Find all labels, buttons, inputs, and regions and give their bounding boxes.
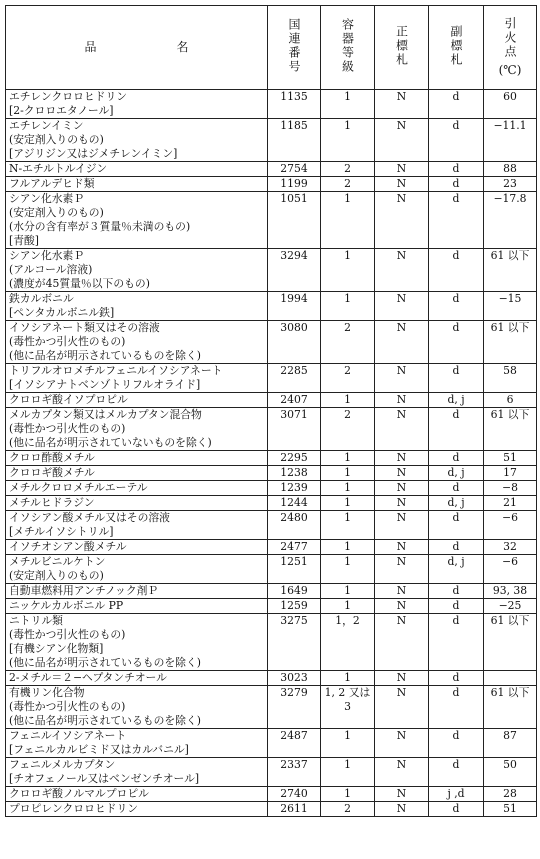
cell-secondary-label: d — [429, 162, 484, 177]
cell-un-number: 2337 — [268, 758, 321, 787]
cell-primary-label: N — [375, 192, 429, 249]
name-line: (毒性かつ引火性のもの) — [9, 335, 126, 348]
name-line: N-エチルトルイジン — [9, 162, 108, 175]
header-primary-label-label: 正標札 — [394, 24, 409, 67]
cell-secondary-label: d — [429, 192, 484, 249]
cell-un-number: 2477 — [268, 540, 321, 555]
cell-secondary-label: d — [429, 614, 484, 671]
name-line: トリフルオロメチルフェニルイソシアネート — [9, 364, 223, 377]
name-line: [2-クロロエタノール] — [9, 104, 114, 117]
cell-primary-label: N — [375, 584, 429, 599]
cell-un-number: 1238 — [268, 466, 321, 481]
cell-flash-point: −8 — [484, 481, 537, 496]
table-row — [6, 787, 537, 802]
cell-primary-label: N — [375, 451, 429, 466]
cell-flash-point: 6 — [484, 393, 537, 408]
cell-packing-grade: 1 — [321, 584, 375, 599]
cell-secondary-label: d — [429, 540, 484, 555]
cell-secondary-label: d — [429, 119, 484, 162]
cell-primary-label: N — [375, 787, 429, 802]
cell-primary-label: N — [375, 408, 429, 451]
cell-primary-label: N — [375, 671, 429, 686]
cell-packing-grade: 1 — [321, 119, 375, 162]
cell-un-number: 2407 — [268, 393, 321, 408]
cell-primary-label: N — [375, 555, 429, 584]
cell-un-number: 2611 — [268, 802, 321, 817]
cell-secondary-label: d, j — [429, 496, 484, 511]
name-line: (安定剤入りのもの) — [9, 206, 104, 219]
cell-flash-point: 61 以下 — [484, 249, 537, 292]
cell-secondary-label: d — [429, 90, 484, 119]
cell-primary-label: N — [375, 758, 429, 787]
cell-packing-grade: 1, 2 又は 3 — [321, 686, 375, 729]
cell-packing-grade: 1 — [321, 787, 375, 802]
table-row — [6, 192, 537, 249]
name-line: (毒性かつ引火性のもの) — [9, 422, 126, 435]
name-line: クロロギ酸ノルマルプロピル — [9, 787, 149, 800]
table-row — [6, 729, 537, 758]
cell-name — [6, 162, 268, 177]
cell-name — [6, 364, 268, 393]
cell-flash-point: 58 — [484, 364, 537, 393]
cell-un-number: 3275 — [268, 614, 321, 671]
cell-name — [6, 119, 268, 162]
cell-packing-grade: 1 — [321, 90, 375, 119]
table-row — [6, 758, 537, 787]
name-line: プロピレンクロロヒドリン — [9, 802, 139, 815]
cell-packing-grade: 2 — [321, 162, 375, 177]
cell-packing-grade: 1 — [321, 481, 375, 496]
cell-flash-point: −15 — [484, 292, 537, 321]
table-row — [6, 466, 537, 481]
cell-flash-point: 50 — [484, 758, 537, 787]
table-row — [6, 614, 537, 671]
header-un-number-label: 国連番号 — [287, 17, 301, 74]
cell-name — [6, 393, 268, 408]
cell-packing-grade: 1 — [321, 729, 375, 758]
cell-secondary-label: d — [429, 584, 484, 599]
cell-packing-grade: 1，2 — [321, 614, 375, 671]
cell-packing-grade: 2 — [321, 408, 375, 451]
name-line: [フェニルカルビミド又はカルバニル] — [9, 743, 189, 756]
cell-un-number: 3279 — [268, 686, 321, 729]
cell-secondary-label: d, j — [429, 555, 484, 584]
name-line: ニッケルカルボニル PP — [9, 599, 124, 612]
cell-un-number: 2754 — [268, 162, 321, 177]
name-line: [ペンタカルボニル鉄] — [9, 306, 115, 319]
cell-secondary-label: d — [429, 758, 484, 787]
table-row — [6, 555, 537, 584]
cell-flash-point: −25 — [484, 599, 537, 614]
cell-primary-label: N — [375, 686, 429, 729]
cell-un-number: 1649 — [268, 584, 321, 599]
cell-primary-label: N — [375, 729, 429, 758]
cell-un-number: 1244 — [268, 496, 321, 511]
cell-name — [6, 192, 268, 249]
table-row — [6, 90, 537, 119]
header-flash-point — [484, 6, 537, 90]
cell-un-number: 1251 — [268, 555, 321, 584]
cell-secondary-label: d — [429, 511, 484, 540]
cell-flash-point: 23 — [484, 177, 537, 192]
cell-name — [6, 584, 268, 599]
cell-name — [6, 481, 268, 496]
table-row — [6, 511, 537, 540]
cell-name — [6, 511, 268, 540]
cell-name — [6, 408, 268, 451]
cell-secondary-label: d — [429, 802, 484, 817]
cell-name — [6, 466, 268, 481]
cell-primary-label: N — [375, 540, 429, 555]
table-row — [6, 321, 537, 364]
header-packing-grade — [321, 6, 375, 90]
cell-flash-point: 88 — [484, 162, 537, 177]
header-name-label: 品 名 — [84, 40, 223, 54]
name-line: クロロギ酸メチル — [9, 466, 95, 479]
cell-un-number: 1051 — [268, 192, 321, 249]
cell-primary-label: N — [375, 802, 429, 817]
name-line: [アジリジン又はジメチレンイミン] — [9, 147, 178, 160]
name-line: メチルビニルケトン — [9, 555, 106, 568]
cell-flash-point: −17.8 — [484, 192, 537, 249]
cell-un-number: 2295 — [268, 451, 321, 466]
cell-un-number: 3080 — [268, 321, 321, 364]
cell-un-number: 1994 — [268, 292, 321, 321]
name-line: フルアルデヒド類 — [9, 177, 95, 190]
name-line: ニトリル類 — [9, 614, 63, 627]
name-line: [イソシアナトベンゾトリフルオライド] — [9, 378, 201, 391]
cell-secondary-label: d — [429, 599, 484, 614]
cell-secondary-label: d, j — [429, 393, 484, 408]
cell-secondary-label: d — [429, 481, 484, 496]
header-secondary-label-label: 副標札 — [449, 24, 463, 67]
name-line: クロロ酢酸メチル — [9, 451, 95, 464]
name-line: (アルコール溶液) — [9, 263, 93, 276]
cell-secondary-label: j ,d — [429, 787, 484, 802]
cell-un-number: 1239 — [268, 481, 321, 496]
table-row — [6, 408, 537, 451]
cell-flash-point: 28 — [484, 787, 537, 802]
cell-secondary-label: d — [429, 408, 484, 451]
cell-name — [6, 451, 268, 466]
cell-name — [6, 671, 268, 686]
name-line: (毒性かつ引火性のもの) — [9, 628, 126, 641]
header-un-number — [268, 6, 321, 90]
name-line: エチレンクロロヒドリン — [9, 90, 128, 103]
cell-primary-label: N — [375, 177, 429, 192]
table-row — [6, 496, 537, 511]
header-flash-point-label — [499, 17, 522, 78]
cell-packing-grade: 1 — [321, 496, 375, 511]
cell-flash-point: 93, 38 — [484, 584, 537, 599]
name-line: (安定剤入りのもの) — [9, 133, 104, 146]
cell-packing-grade: 1 — [321, 249, 375, 292]
table-row — [6, 540, 537, 555]
name-line: [有機シアン化物類] — [9, 642, 104, 655]
hazmat-table — [5, 5, 537, 817]
name-line: クロロギ酸イソプロピル — [9, 393, 128, 406]
cell-primary-label: N — [375, 393, 429, 408]
cell-primary-label: N — [375, 90, 429, 119]
cell-un-number: 1259 — [268, 599, 321, 614]
cell-name — [6, 177, 268, 192]
cell-flash-point: 51 — [484, 802, 537, 817]
cell-secondary-label: d — [429, 249, 484, 292]
cell-secondary-label: d — [429, 451, 484, 466]
table-row — [6, 364, 537, 393]
cell-name — [6, 321, 268, 364]
cell-name — [6, 729, 268, 758]
header-primary-label — [375, 6, 429, 90]
cell-un-number: 3023 — [268, 671, 321, 686]
cell-flash-point — [484, 671, 537, 686]
cell-secondary-label: d, j — [429, 466, 484, 481]
name-line: (毒性かつ引火性のもの) — [9, 700, 126, 713]
cell-name — [6, 758, 268, 787]
name-line: 有機リン化合物 — [9, 686, 85, 699]
table-row — [6, 451, 537, 466]
cell-secondary-label: d — [429, 292, 484, 321]
cell-flash-point: 61 以下 — [484, 321, 537, 364]
cell-flash-point: 17 — [484, 466, 537, 481]
cell-flash-point: 51 — [484, 451, 537, 466]
cell-flash-point: 61 以下 — [484, 614, 537, 671]
table-row — [6, 119, 537, 162]
name-line: メチルヒドラジン — [9, 496, 95, 509]
name-line: イソチオシアン酸メチル — [9, 540, 127, 553]
cell-secondary-label: d — [429, 321, 484, 364]
cell-name — [6, 599, 268, 614]
table-body — [6, 90, 537, 817]
name-line: (安定剤入りのもの) — [9, 569, 104, 582]
header-secondary-label — [429, 6, 484, 90]
name-line: [青酸] — [9, 234, 40, 247]
cell-secondary-label: d — [429, 729, 484, 758]
name-line: 2-メチル＝２−ヘプタンチオール — [9, 671, 167, 684]
cell-primary-label: N — [375, 511, 429, 540]
table-row — [6, 249, 537, 292]
cell-primary-label: N — [375, 614, 429, 671]
table-row — [6, 599, 537, 614]
cell-primary-label: N — [375, 481, 429, 496]
table-row — [6, 671, 537, 686]
cell-packing-grade: 2 — [321, 177, 375, 192]
name-line: 鉄カルボニル — [9, 292, 74, 305]
cell-packing-grade: 1 — [321, 671, 375, 686]
cell-secondary-label: d — [429, 364, 484, 393]
cell-primary-label: N — [375, 321, 429, 364]
name-line: (他に品名が明示されているものを除く) — [9, 349, 201, 362]
header-row — [6, 6, 537, 90]
cell-secondary-label: d — [429, 671, 484, 686]
cell-secondary-label: d — [429, 177, 484, 192]
name-line: 自動車燃料用アンチノック剤Ｐ — [9, 584, 159, 597]
name-line: メルカプタン類又はメルカプタン混合物 — [9, 408, 202, 421]
cell-flash-point: −6 — [484, 511, 537, 540]
cell-un-number: 2740 — [268, 787, 321, 802]
cell-un-number: 1185 — [268, 119, 321, 162]
cell-packing-grade: 1 — [321, 540, 375, 555]
name-line: (他に品名が明示されているものを除く) — [9, 656, 201, 669]
cell-un-number: 2480 — [268, 511, 321, 540]
header-flash-point-text: 引火点 — [502, 17, 517, 59]
cell-name — [6, 496, 268, 511]
cell-name — [6, 555, 268, 584]
cell-name — [6, 90, 268, 119]
name-line: イソシアネート類又はその溶液 — [9, 321, 160, 334]
cell-name — [6, 249, 268, 292]
cell-flash-point: −11.1 — [484, 119, 537, 162]
cell-flash-point: 32 — [484, 540, 537, 555]
cell-un-number: 1199 — [268, 177, 321, 192]
cell-un-number: 3294 — [268, 249, 321, 292]
name-line: メチルクロロメチルエーテル — [9, 481, 148, 494]
cell-un-number: 3071 — [268, 408, 321, 451]
cell-name — [6, 686, 268, 729]
cell-packing-grade: 2 — [321, 321, 375, 364]
cell-primary-label: N — [375, 466, 429, 481]
name-line: フェニルイソシアネート — [9, 729, 127, 742]
name-line: (水分の含有率が３質量％未満のもの) — [9, 220, 191, 233]
name-line: [チオフェノール又はベンゼンチオール] — [9, 772, 200, 785]
name-line: シアン化水素Ｐ — [9, 192, 85, 205]
cell-primary-label: N — [375, 292, 429, 321]
header-flash-point-unit: (℃) — [498, 63, 522, 77]
table-row — [6, 584, 537, 599]
cell-packing-grade: 1 — [321, 466, 375, 481]
cell-name — [6, 292, 268, 321]
name-line: シアン化水素Ｐ — [9, 249, 85, 262]
cell-flash-point: 61 以下 — [484, 408, 537, 451]
cell-flash-point: 61 以下 — [484, 686, 537, 729]
cell-packing-grade: 1 — [321, 599, 375, 614]
cell-name — [6, 787, 268, 802]
cell-packing-grade: 1 — [321, 292, 375, 321]
cell-flash-point: −6 — [484, 555, 537, 584]
cell-primary-label: N — [375, 162, 429, 177]
cell-packing-grade: 2 — [321, 802, 375, 817]
cell-primary-label: N — [375, 599, 429, 614]
cell-un-number: 1135 — [268, 90, 321, 119]
name-line: イソシアン酸メチル又はその溶液 — [9, 511, 170, 524]
cell-packing-grade: 1 — [321, 758, 375, 787]
cell-un-number: 2487 — [268, 729, 321, 758]
table-row — [6, 802, 537, 817]
name-line: エチレンイミン — [9, 119, 84, 132]
table-row — [6, 177, 537, 192]
table-row — [6, 481, 537, 496]
cell-flash-point: 21 — [484, 496, 537, 511]
cell-packing-grade: 2 — [321, 364, 375, 393]
table-row — [6, 686, 537, 729]
cell-primary-label: N — [375, 496, 429, 511]
cell-packing-grade: 1 — [321, 451, 375, 466]
cell-primary-label: N — [375, 249, 429, 292]
table-row — [6, 292, 537, 321]
name-line: フェニルメルカプタン — [9, 758, 116, 771]
cell-flash-point: 87 — [484, 729, 537, 758]
cell-packing-grade: 1 — [321, 192, 375, 249]
cell-primary-label: N — [375, 364, 429, 393]
cell-un-number: 2285 — [268, 364, 321, 393]
name-line: (濃度が45質量％以下のもの) — [9, 277, 150, 290]
cell-secondary-label: d — [429, 686, 484, 729]
name-line: [メチルイソシトリル] — [9, 525, 114, 538]
cell-name — [6, 540, 268, 555]
name-line: (他に品名が明示されているものを除く) — [9, 714, 201, 727]
table-row — [6, 393, 537, 408]
cell-packing-grade: 1 — [321, 555, 375, 584]
name-line: (他に品名が明示されていないものを除く) — [9, 436, 212, 449]
cell-name — [6, 614, 268, 671]
cell-name — [6, 802, 268, 817]
table-row — [6, 162, 537, 177]
cell-packing-grade: 1 — [321, 393, 375, 408]
header-name — [6, 6, 268, 90]
cell-primary-label: N — [375, 119, 429, 162]
cell-packing-grade: 1 — [321, 511, 375, 540]
cell-flash-point: 60 — [484, 90, 537, 119]
header-packing-grade-label: 容器等級 — [340, 17, 355, 74]
